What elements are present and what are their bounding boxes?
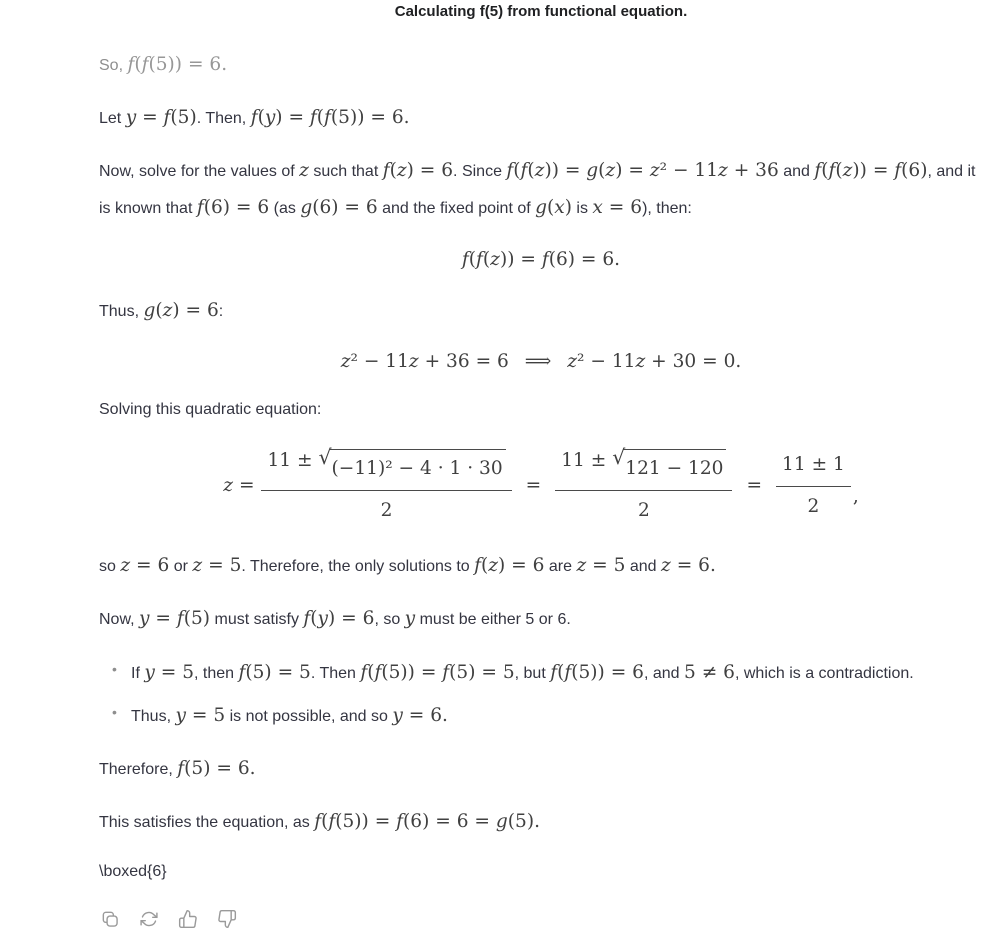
- paragraph-solving: Solving this quadratic equation:: [99, 401, 322, 419]
- copy-icon: [100, 909, 120, 929]
- copy-button[interactable]: [99, 908, 121, 930]
- equals-sign: =: [746, 475, 763, 497]
- paragraph-so: so z = 6 or z = 5. Therefore, the only solutions to f(z) = 6 are z = 5 and z = 6.: [99, 555, 716, 577]
- paragraph-satisfies: This satisfies the equation, as f(f(5)) = f(6) = 6 = g(5).: [99, 810, 540, 832]
- message-actions: [99, 908, 983, 930]
- fraction-simplified: [555, 444, 732, 527]
- regenerate-icon: [139, 909, 159, 929]
- fraction-3-denominator: 2: [807, 495, 820, 517]
- thumbs-up-button[interactable]: [177, 908, 199, 930]
- fraction-2-prefix: 11 ±: [561, 450, 607, 472]
- square-root-2: [612, 445, 726, 485]
- paragraph-thus: Thus, g(z) = 6:: [99, 299, 224, 321]
- radical-sign: √: [318, 445, 332, 470]
- formula-lhs: z =: [223, 475, 255, 497]
- fraction-discriminant: [261, 444, 511, 527]
- paragraph-intro: So, f(f(5)) = 6.: [99, 54, 228, 75]
- equals-sign: =: [525, 475, 542, 497]
- equation-chain-text: f(f(z)) = f(6) = 6.: [461, 248, 621, 270]
- bullet-list: [99, 654, 983, 734]
- thumbs-down-button[interactable]: [216, 908, 238, 930]
- paragraph-boxed: \boxed{6}: [99, 863, 167, 880]
- paragraph-therefore: Therefore, f(5) = 6.: [99, 757, 256, 779]
- radicand-1: (−11)² − 4 · 1 · 30: [330, 449, 506, 485]
- thumbs-down-icon: [217, 909, 237, 929]
- thumbs-up-icon: [178, 909, 198, 929]
- trailing-comma: ,: [852, 485, 859, 507]
- paragraph-now-solve: Now, solve for the values of z such that f(z) = 6. Since f(f(z)) = g(z) = z² − 11z + 36 and f(f(z)) = f(6), and it is known that f(6) = 6 (as g(6) = 6 and the fixed point of g(x) is x = 6), then:: [99, 160, 976, 219]
- fraction-3-numerator: 11 ± 1: [782, 454, 845, 476]
- list-item: • Thus, y = 5 is not possible, and so y = 6.: [112, 697, 983, 734]
- equation-quadratic-setup-text: z² − 11z + 36 = 6 ⟹ z² − 11z + 30 = 0.: [340, 351, 742, 373]
- regenerate-button[interactable]: [138, 908, 160, 930]
- message-title: Calculating f(5) from functional equation.: [394, 3, 688, 20]
- radicand-2: 121 − 120: [623, 449, 726, 485]
- paragraph-let: Let y = f(5). Then, f(y) = f(f(5)) = 6.: [99, 107, 410, 129]
- equation-quadratic-setup: [99, 345, 983, 378]
- equation-quadratic-formula: [99, 444, 983, 527]
- list-item: • If y = 5, then f(5) = 5. Then f(f(5)) = f(5) = 5, but f(f(5)) = 6, and 5 ≠ 6, which is a contradiction.: [112, 654, 983, 691]
- equation-chain: [99, 243, 983, 276]
- fraction-1-prefix: 11 ±: [267, 450, 313, 472]
- assistant-message: [99, 0, 983, 930]
- fraction-2-denominator: 2: [637, 499, 650, 521]
- square-root-1: [318, 445, 505, 485]
- radical-sign: √: [612, 445, 626, 470]
- fraction-result: [776, 448, 851, 523]
- fraction-1-denominator: 2: [380, 499, 393, 521]
- paragraph-must: Now, y = f(5) must satisfy f(y) = 6, so y must be either 5 or 6.: [99, 608, 571, 630]
